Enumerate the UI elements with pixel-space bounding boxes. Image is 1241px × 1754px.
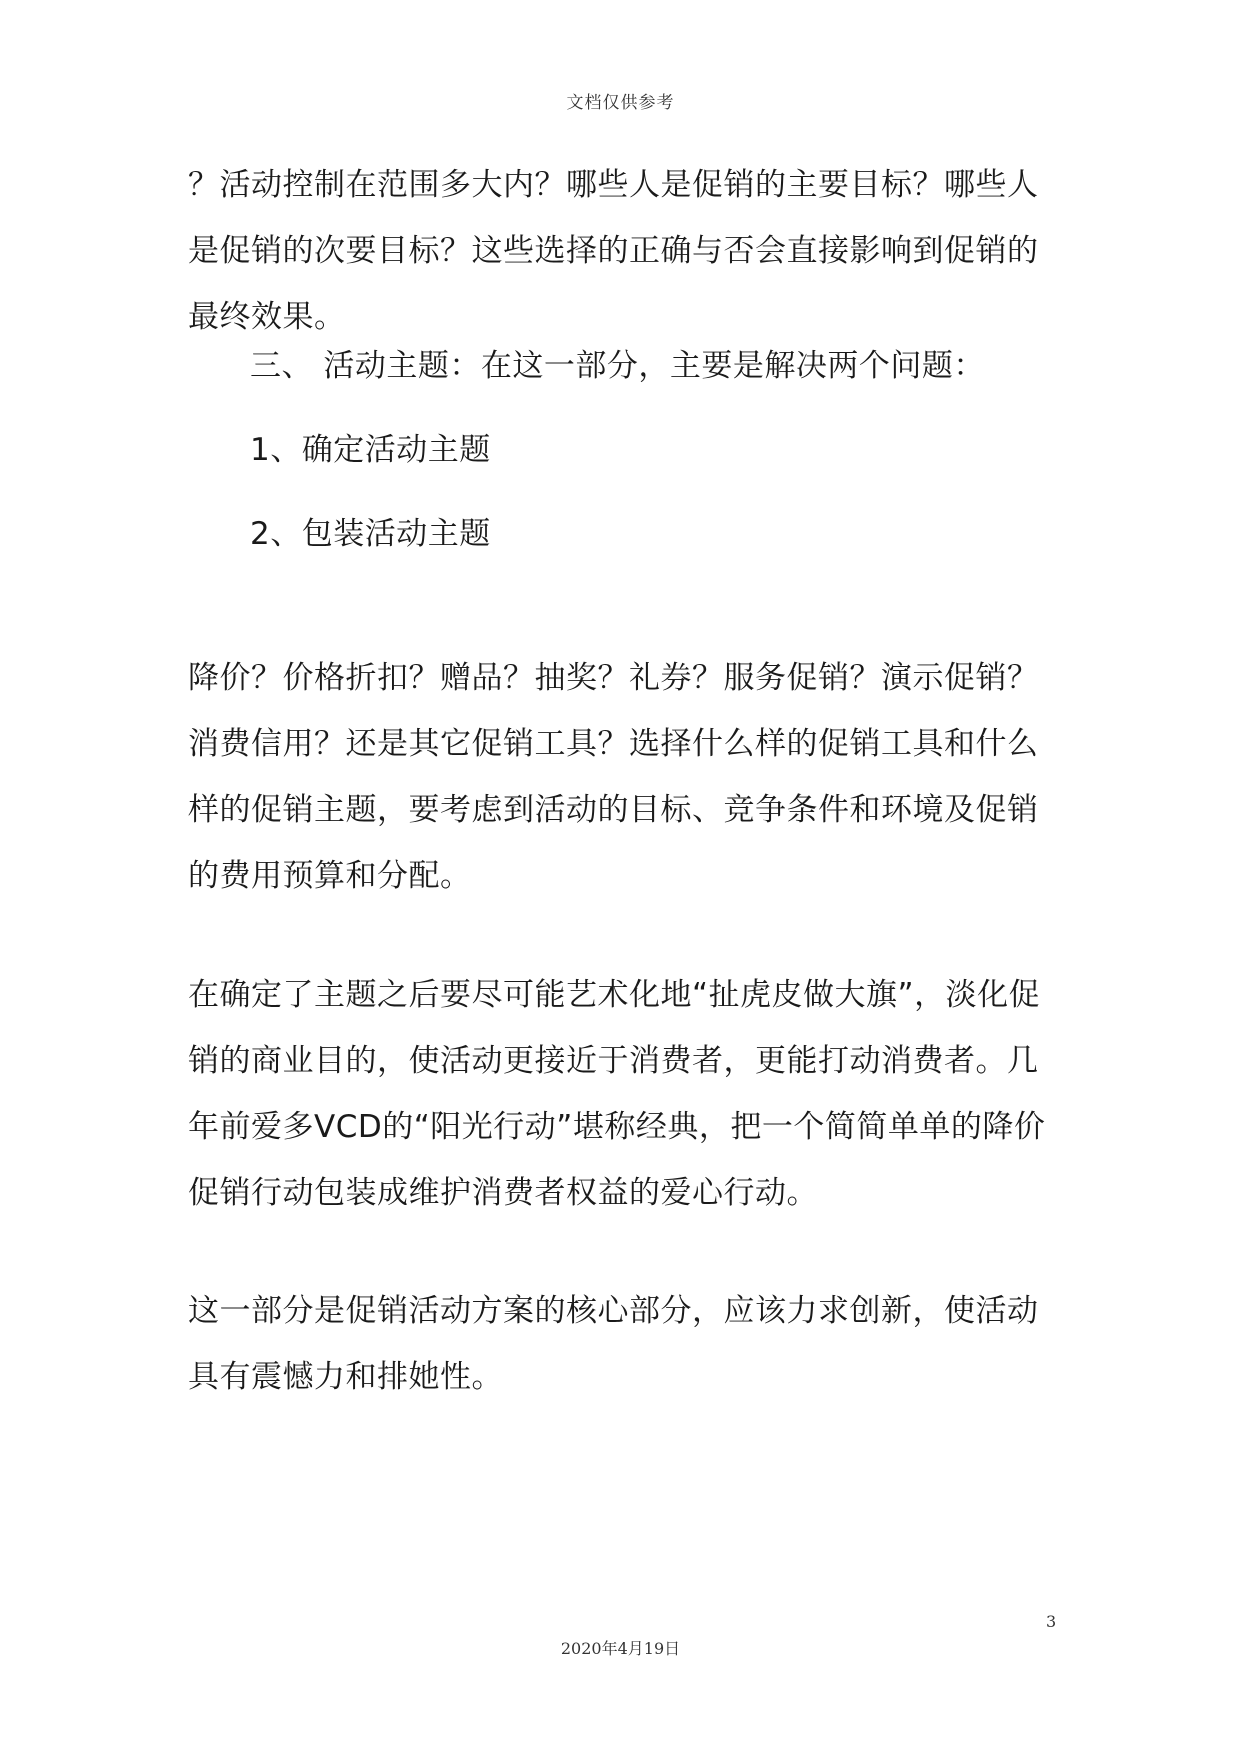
section-heading-activity-theme: 三、 活动主题：在这一部分，主要是解决两个问题： [250, 348, 985, 384]
paragraph-theme-packaging: 在确定了主题之后要尽可能艺术化地“扯虎皮做大旗”，淡化促销的商业目的，使活动更接近于消费者，更能打动消费者。几年前爱多VCD的“阳光行动”堪称经典，把一个简简单单的降价促销行动包装成维护消费者权益的爱心行动。 [188, 977, 1046, 1211]
paragraph-core-section: 这一部分是促销活动方案的核心部分，应该力求创新，使活动具有震憾力和排她性。 [188, 1293, 1039, 1395]
paragraph-target-audience: ？活动控制在范围多大内？哪些人是促销的主要目标？哪些人是促销的次要目标？这些选择的正确与否会直接影响到促销的最终效果。 [188, 167, 1039, 335]
paragraph-promotion-tools: 降价？价格折扣？赠品？抽奖？礼券？服务促销？演示促销？消费信用？还是其它促销工具？选择什么样的促销工具和什么样的促销主题，要考虑到活动的目标、竞争条件和环境及促销的费用预算和分配。 [188, 660, 1039, 894]
document-header: 文档仅供参考 [566, 93, 675, 113]
document-footer-date: 2020年4月19日 [560, 1639, 681, 1658]
list-item-determine-theme: 1、确定活动主题 [250, 432, 491, 468]
page-number: 3 [1046, 1612, 1057, 1631]
list-item-package-theme: 2、包装活动主题 [250, 516, 491, 552]
